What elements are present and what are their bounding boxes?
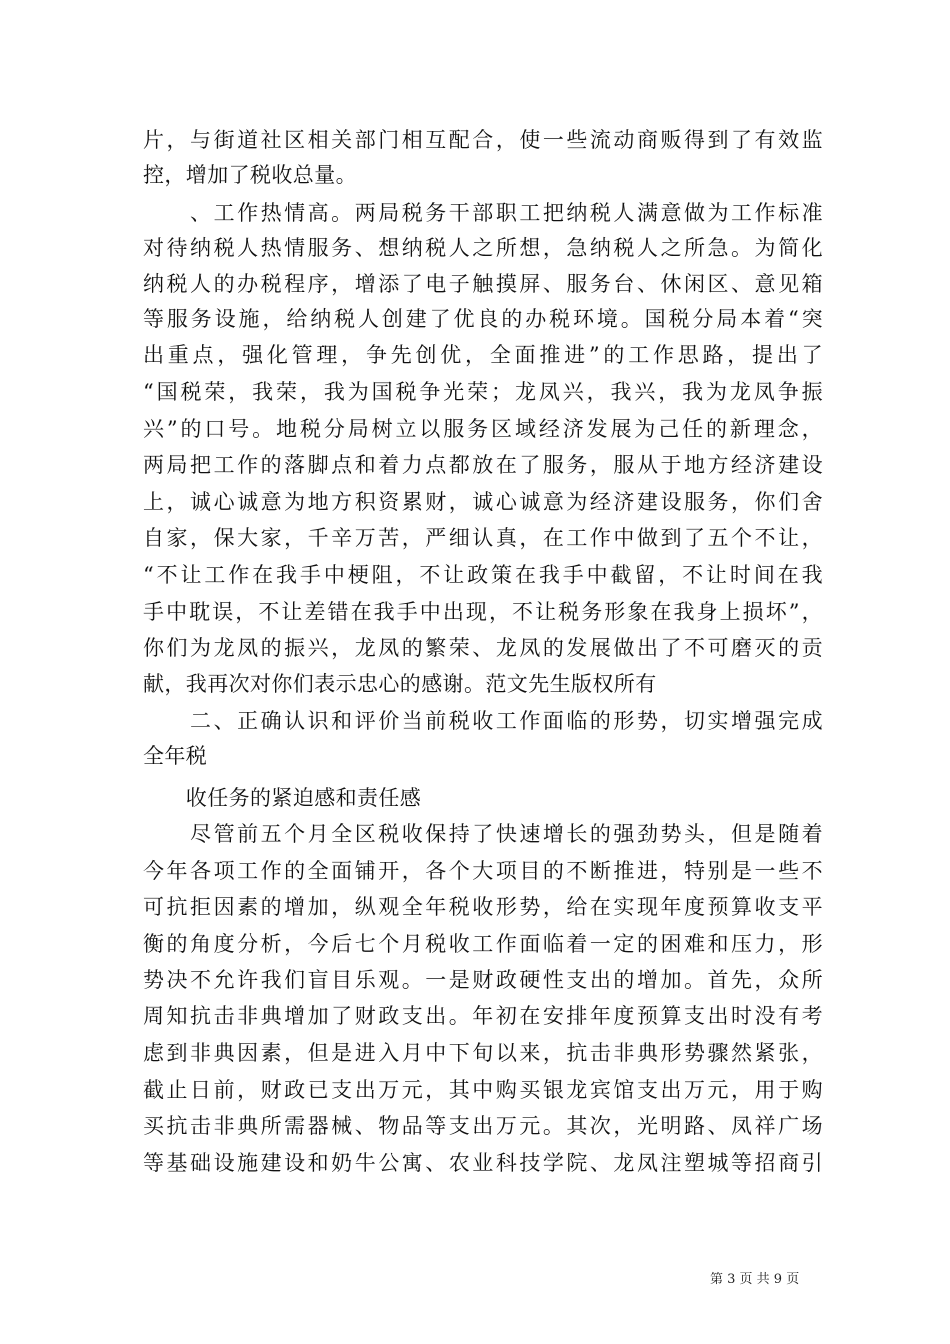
text-line: “不让工作在我手中梗阻，不让政策在我手中截留，不让时间在我	[143, 563, 823, 587]
text-line: 纳税人的办税程序，增添了电子触摸屏、服务台、休闲区、意见箱	[143, 272, 823, 296]
text-line: 兴”的口号。地税分局树立以服务区域经济发展为己任的新理念，	[143, 417, 823, 441]
text-line: 等服务设施，给纳税人创建了优良的办税环境。国税分局本着“突	[143, 307, 823, 331]
text-line: 、工作热情高。两局税务干部职工把纳税人满意做为工作标准	[143, 201, 823, 225]
text-line: 等基础设施建设和奶牛公寓、农业科技学院、龙凤注塑城等招商引	[143, 1151, 823, 1175]
text-line: 出重点，强化管理，争先创优，全面推进”的工作思路，提出了	[143, 343, 823, 367]
text-line: 今年各项工作的全面铺开，各个大项目的不断推进，特别是一些不	[143, 859, 823, 883]
text-line: 全年税	[143, 744, 208, 768]
text-line: 收任务的紧迫感和责任感	[143, 786, 422, 810]
text-line: “国税荣，我荣，我为国税争光荣；龙凤兴，我兴，我为龙凤争振	[143, 380, 823, 404]
text-line: 控，增加了税收总量。	[143, 163, 357, 187]
text-line: 献，我再次对你们表示忠心的感谢。范文先生版权所有	[143, 672, 657, 696]
text-line: 势决不允许我们盲目乐观。一是财政硬性支出的增加。首先，众所	[143, 968, 823, 992]
text-line: 买抗击非典所需器械、物品等支出万元。其次，光明路、凤祥广场	[143, 1114, 823, 1138]
text-line: 片，与街道社区相关部门相互配合，使一些流动商贩得到了有效监	[143, 128, 823, 152]
text-line: 两局把工作的落脚点和着力点都放在了服务，服从于地方经济建设	[143, 453, 823, 477]
text-line: 对待纳税人热情服务、想纳税人之所想，急纳税人之所急。为简化	[143, 236, 823, 260]
text-line: 上，诚心诚意为地方积资累财，诚心诚意为经济建设服务，你们舍	[143, 490, 823, 514]
text-line: 可抗拒因素的增加，纵观全年税收形势，给在实现年度预算收支平	[143, 895, 823, 919]
page-number: 第 3 页 共 9 页	[710, 1272, 800, 1287]
text-line: 手中耽误，不让差错在我手中出现，不让税务形象在我身上损坏”，	[143, 600, 823, 624]
text-line: 周知抗击非典增加了财政支出。年初在安排年度预算支出时没有考	[143, 1004, 823, 1028]
text-line: 尽管前五个月全区税收保持了快速增长的强劲势头，但是随着	[143, 822, 823, 846]
text-line: 虑到非典因素，但是进入月中下旬以来，抗击非典形势骤然紧张，	[143, 1041, 823, 1065]
text-line: 二、正确认识和评价当前税收工作面临的形势，切实增强完成	[143, 709, 823, 733]
text-line: 自家，保大家，千辛万苦，严细认真，在工作中做到了五个不让，	[143, 526, 823, 550]
text-line: 衡的角度分析，今后七个月税收工作面临着一定的困难和压力，形	[143, 932, 823, 956]
text-line: 你们为龙凤的振兴，龙凤的繁荣、龙凤的发展做出了不可磨灭的贡	[143, 636, 823, 660]
text-line: 截止日前，财政已支出万元，其中购买银龙宾馆支出万元，用于购	[143, 1078, 823, 1102]
